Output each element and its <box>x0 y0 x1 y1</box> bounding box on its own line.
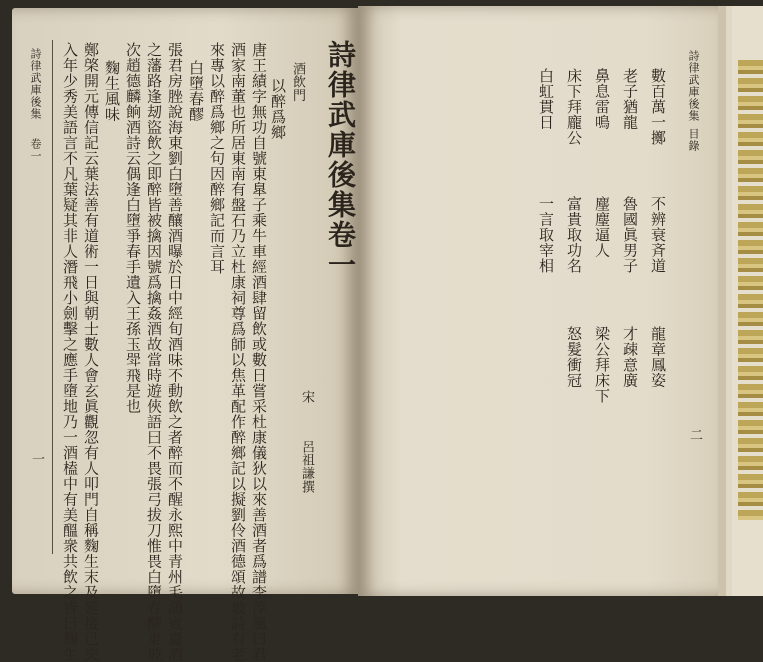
toc-entry: 老子猶龍 <box>621 68 639 130</box>
running-header: 詩律武庫後集 <box>687 50 700 122</box>
text-line: 入年少秀美語言不凡葉疑其非人潛飛小劍擊之應手墮地乃一酒榼中有美醞衆共飲之皆曰麴生 <box>61 42 79 662</box>
toc-entry: 魯國眞男子 <box>621 196 639 274</box>
toc-entry: 鼻息雷鳴 <box>593 68 611 130</box>
toc-entry: 梁公拜床下 <box>593 326 611 404</box>
text-line: 張君房脞說海東劉白墮善釀酒曝於日中經旬酒味不動飲之者醉而不醒永熙中青州毛鴻賓齎酒 <box>166 42 184 662</box>
topic-heading: 以醉爲鄉 <box>269 78 287 140</box>
toc-entry: 怒髮衝冠 <box>565 326 583 388</box>
text-line: 鄭棨開元傳信記云葉法善有道術一日與朝士數人會玄眞觀忽有人叩門自稱麴生末及延接已突 <box>82 42 100 662</box>
page-number: 一 <box>29 452 44 466</box>
text-line: 酒家南董也所居東南有盤石乃立杜康祠尊爲師以焦革配作醉鄉記以擬劉伶酒德頌故坡詩有老 <box>229 42 247 662</box>
toc-entry: 白虹貫日 <box>537 68 555 130</box>
toc-entry: 數百萬一擲 <box>649 68 667 146</box>
running-footer-title: 詩律武庫後集 <box>29 48 42 120</box>
book-title: 詩律武庫後集卷一 <box>324 40 357 280</box>
author-dynasty: 宋 <box>299 390 314 404</box>
toc-entry: 不辨衰斉道 <box>649 196 667 274</box>
page-edge <box>718 6 726 596</box>
text-line: 來專以醉爲鄉之句因醉鄉記而言耳 <box>208 42 226 275</box>
decorative-border-ornament <box>738 60 763 520</box>
section-label: 目錄 <box>687 128 700 152</box>
text-block-rule <box>52 40 53 554</box>
running-footer-volume: 卷一 <box>29 138 42 162</box>
page-number: 二 <box>687 428 702 442</box>
topic-heading: 白墮春醪 <box>187 60 205 122</box>
author-name: 呂祖謙撰 <box>299 440 314 494</box>
topic-heading: 麴生風味 <box>103 60 121 122</box>
toc-entry: 一言取宰相 <box>537 196 555 274</box>
text-line: 次趙德麟餉酒詩云偶逢白墮爭春手遺入王孫玉斝飛是也 <box>124 42 142 414</box>
toc-entry: 床下拜龐公 <box>565 68 583 146</box>
toc-entry: 才疎意廣 <box>621 326 639 388</box>
text-line: 唐王績字無功自號東臯子乘牛車經酒肆留飲或數日嘗采杜康儀狄以來善酒者爲譜李淳風曰君 <box>250 42 268 662</box>
toc-entry: 麈麈逼人 <box>593 196 611 258</box>
toc-entry: 富貴取功名 <box>565 196 583 274</box>
toc-entry: 龍章鳳姿 <box>649 326 667 388</box>
text-line: 之藩路逢刼盜飲之即醉皆被擒因號爲擒姦酒故當時遊俠語曰不畏張弓拔刀惟畏白墮春醪東坡 <box>145 42 163 662</box>
section-heading: 酒飲門 <box>290 62 305 102</box>
